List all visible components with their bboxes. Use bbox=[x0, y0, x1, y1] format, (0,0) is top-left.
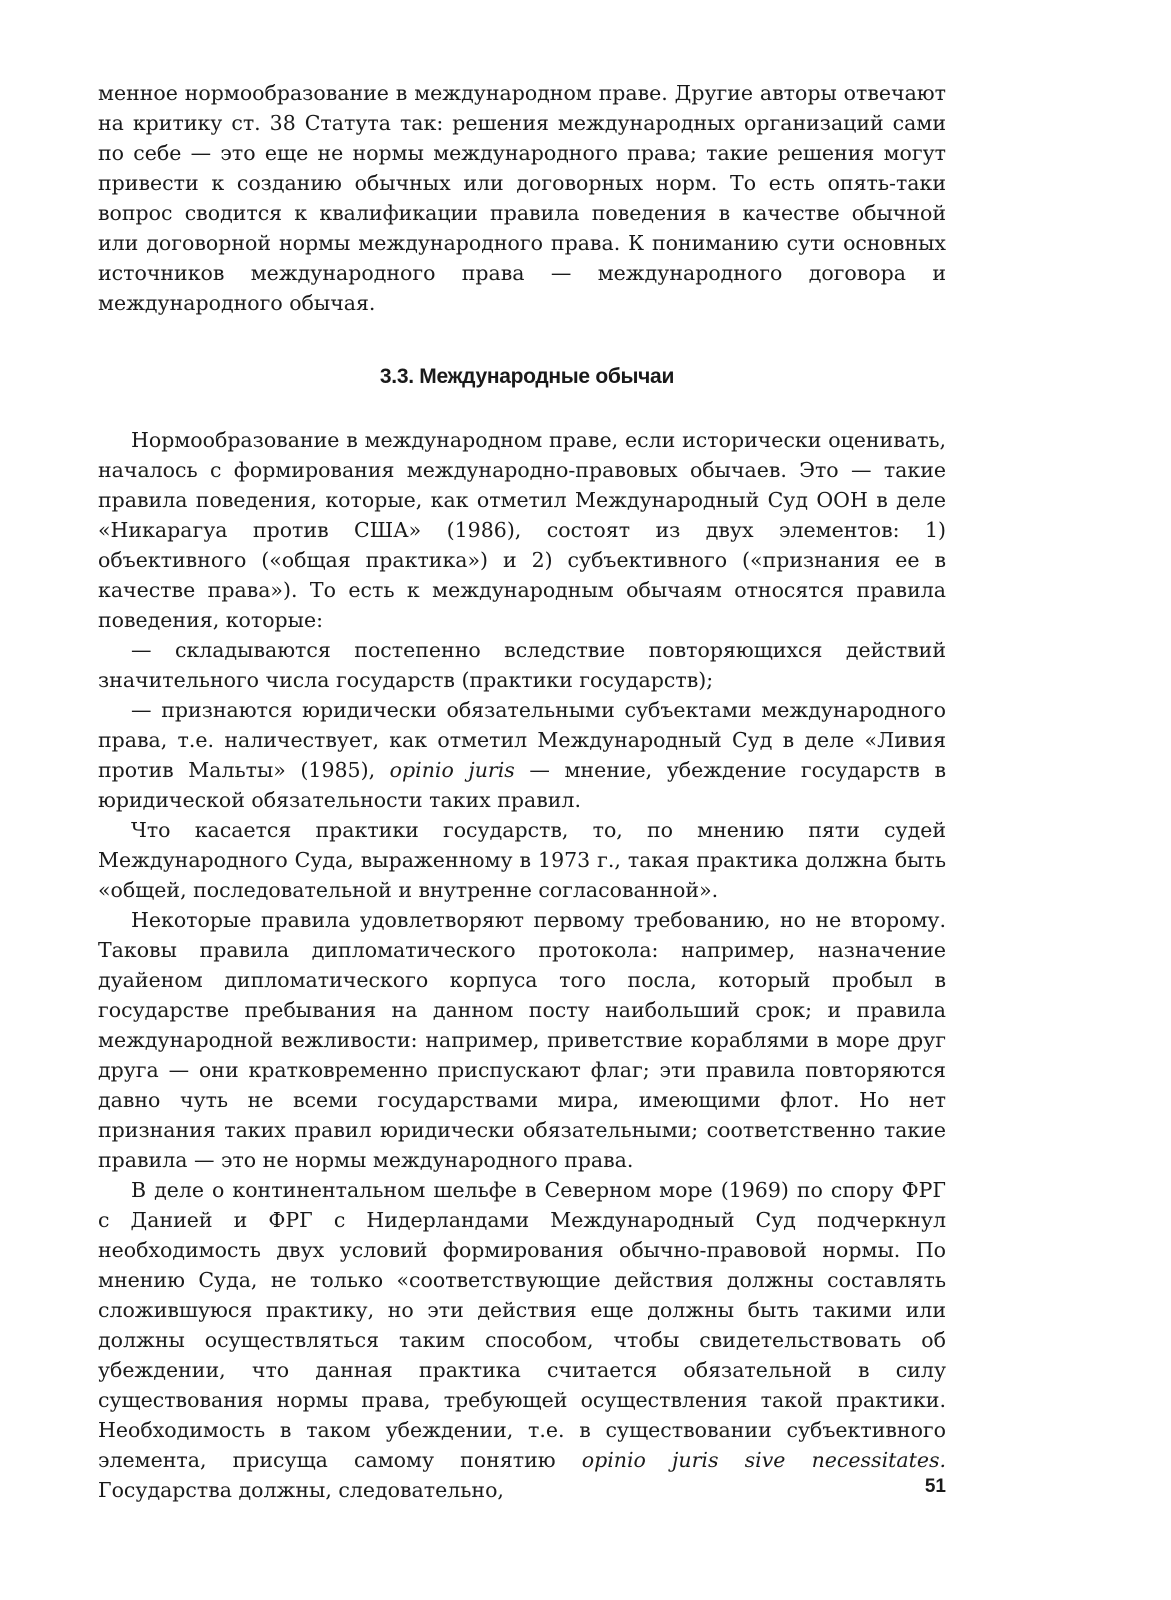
paragraph-5: Некоторые правила удовлетворяют первому требованию, но не второму. Таковы правила дипломатического протокола: например, назначение дуайеном дипломатического корпуса того посла, который пробыл в государстве пребывания на данном посту наибольший срок; и правила международной вежливости: например, приветствие кораблями в море друг друга — они кратковременно приспускают флаг; эти правила повторяются давно чуть не всеми государствами мира, имеющими флот. Но нет признания таких правил юридически обязательными; соответственно такие правила — это не нормы международного права. bbox=[98, 908, 946, 1172]
paragraph-6-text-start: В деле о континентальном шельфе в Северном море (1969) по спору ФРГ с Данией и ФРГ с Нидерландами Международный Суд подчеркнул необходимость двух условий формирования обычно-правовой нормы. По мнению Суда, не только «соответствующие действия должны составлять сложившуюся практику, но эти действия еще должны быть такими или должны осуществляться таким способом, чтобы свидетельствовать об убеждении, что данная практика считается обязательной в силу существования нормы права, требующей осуществления такой практики. Необходимость в таком убеждении, т.е. в существовании субъективного элемента, присуща самому понятию bbox=[98, 1178, 946, 1472]
intro-paragraph: менное нормообразование в международном праве. Другие авторы отвечают на критику ст. 38 Статута так: решения международных организаций сами по себе — это еще не нормы международного права; такие решения могут привести к созданию обычных или договорных норм. То есть опять-таки вопрос сводится к квалификации правила поведения в качестве обычной или договорной нормы международного права. К пониманию сути основных источников международного права — международного договора и международного обычая. bbox=[98, 81, 946, 315]
list-item-practice: — складываются постепенно вследствие повторяющихся действий значительного числа государств (практики государств); bbox=[98, 638, 946, 692]
paragraph-3-italic-term: opinio juris bbox=[389, 758, 515, 782]
paragraph-6-italic-term: opinio juris sive necessitates. bbox=[581, 1448, 946, 1472]
paragraph-3-text-start: — признаются юридически обязательными субъектами международного права, т.е. наличествует, как отметил Международный Суд в деле «Ливия против Мальты» (1985), bbox=[98, 698, 946, 782]
paragraph-6-text-end: Государства должны, следовательно, bbox=[98, 1478, 504, 1502]
paragraph-3-text-end: — мнение, убеждение государств в юридической обязательности таких правил. bbox=[98, 758, 946, 812]
section-heading: 3.3. Международные обычаи bbox=[379, 365, 675, 388]
list-item-opinio-juris bbox=[98, 695, 946, 815]
page-body bbox=[98, 78, 946, 1505]
paragraph-4: Что касается практики государств, то, по мнению пяти судей Международного Суда, выраженному в 1973 г., такая практика должна быть «общей, последовательной и внутренне согласованной». bbox=[98, 818, 946, 902]
page-number: 51 bbox=[924, 1476, 946, 1497]
paragraph-1: Нормообразование в международном праве, если исторически оценивать, началось с формирования международно-правовых обычаев. Это — такие правила поведения, которые, как отметил Международный Суд ООН в деле «Никарагуа против США» (1986), состоят из двух элементов: 1) объективного («общая практика») и 2) субъективного («признания ее в качестве права»). То есть к международным обычаям относятся правила поведения, которые: bbox=[98, 428, 946, 632]
paragraph-6 bbox=[98, 1175, 946, 1505]
